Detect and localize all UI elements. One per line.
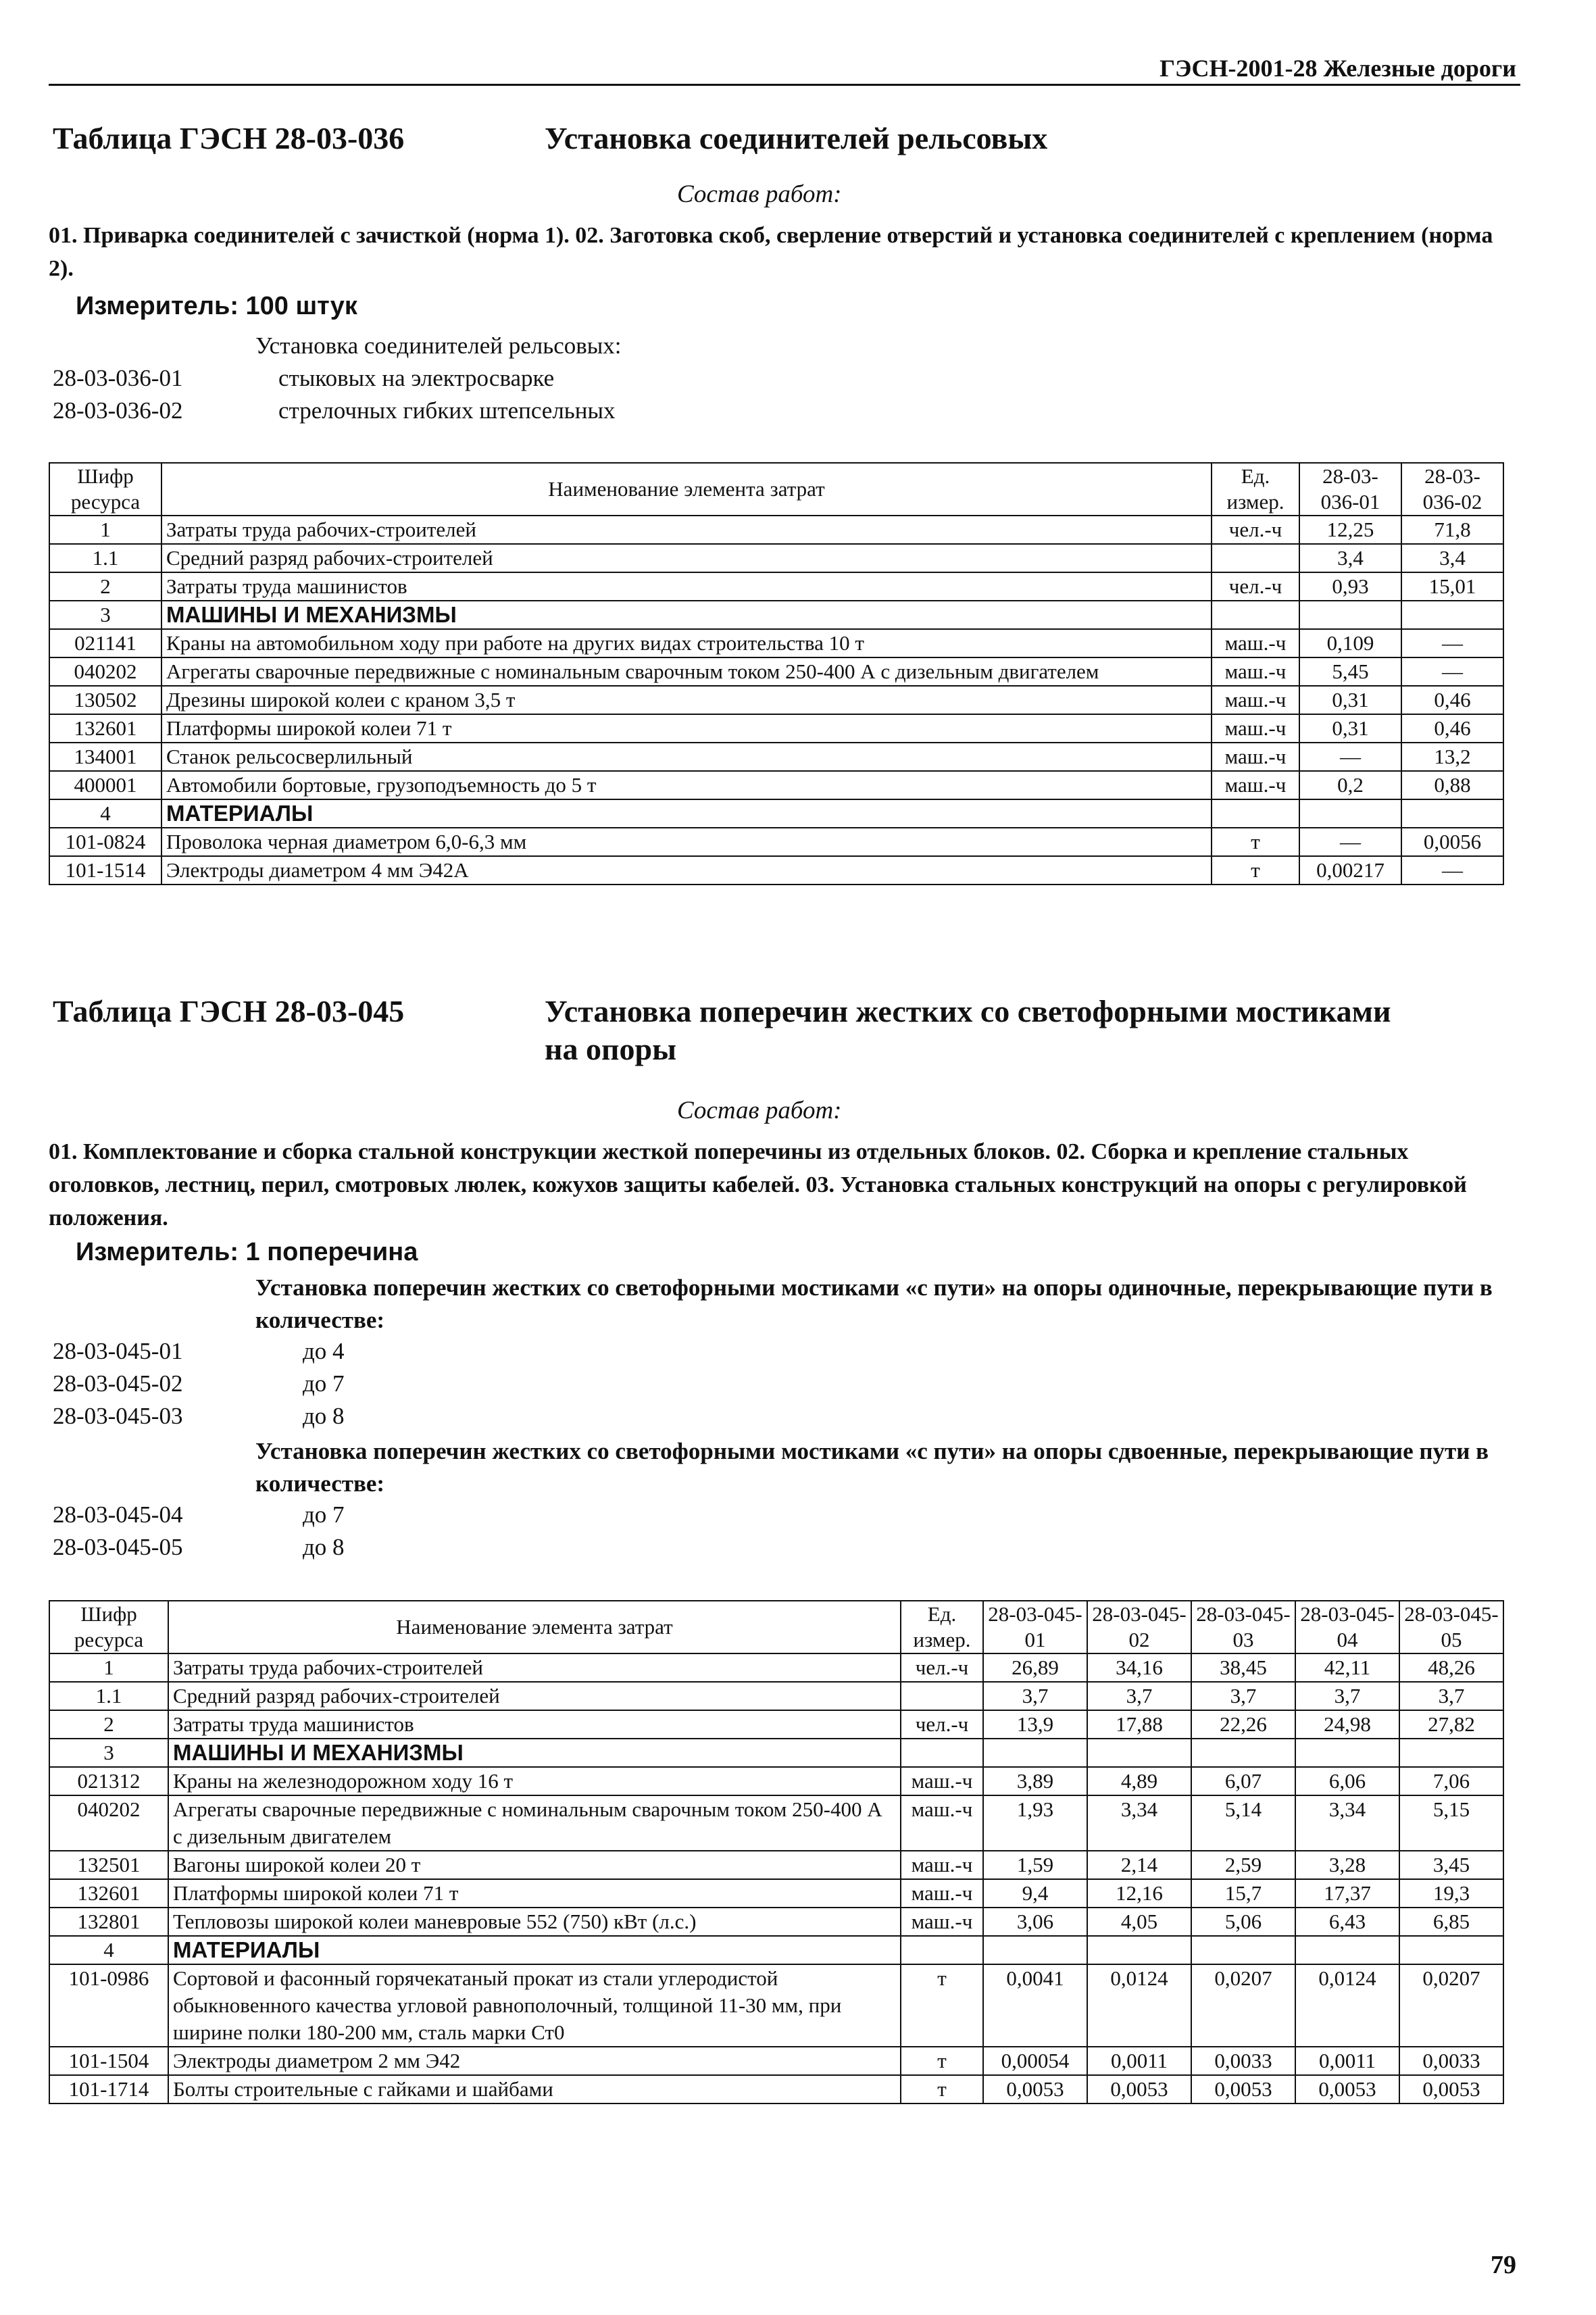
empty-cell bbox=[1399, 1936, 1503, 1964]
value-cell: 0,0124 bbox=[1087, 1964, 1191, 2047]
table2-header-name: Наименование элемента затрат bbox=[168, 1601, 901, 1653]
empty-cell bbox=[1295, 1739, 1399, 1767]
resource-name-cell: Средний разряд рабочих-строителей bbox=[161, 544, 1212, 572]
value-cell: 38,45 bbox=[1191, 1653, 1295, 1682]
empty-cell bbox=[1087, 1739, 1191, 1767]
unit-cell: т bbox=[1212, 828, 1299, 856]
value-cell: 0,0053 bbox=[1295, 2075, 1399, 2104]
resource-code-cell: 1.1 bbox=[49, 544, 161, 572]
unit-cell: чел.-ч bbox=[901, 1653, 983, 1682]
table1-intro: Установка соединителей рельсовых: bbox=[255, 332, 622, 359]
value-cell: 3,7 bbox=[1399, 1682, 1503, 1710]
table2-sostav-label: Состав работ: bbox=[677, 1097, 842, 1124]
table-row bbox=[49, 714, 1503, 743]
value-cell: 0,0207 bbox=[1191, 1964, 1295, 2047]
resource-code-cell: 132501 bbox=[49, 1851, 168, 1879]
value-cell: 26,89 bbox=[983, 1653, 1087, 1682]
value-cell: 0,93 bbox=[1299, 572, 1401, 601]
empty-cell bbox=[1299, 601, 1401, 629]
value-cell: 5,06 bbox=[1191, 1908, 1295, 1936]
section-row bbox=[49, 799, 1503, 828]
section-title-cell: МАШИНЫ И МЕХАНИЗМЫ bbox=[161, 601, 1212, 629]
resource-code-cell: 101-1714 bbox=[49, 2075, 168, 2104]
section-title-cell: МАШИНЫ И МЕХАНИЗМЫ bbox=[168, 1739, 901, 1767]
value-cell: 7,06 bbox=[1399, 1767, 1503, 1795]
section-row bbox=[49, 601, 1503, 629]
resource-name-cell: Агрегаты сварочные передвижные с номинальным сварочным током 250-400 А с дизельным двигателем bbox=[168, 1795, 901, 1851]
value-cell: 3,7 bbox=[1191, 1682, 1295, 1710]
resource-name-cell: Платформы широкой колеи 71 т bbox=[161, 714, 1212, 743]
table2-label: Таблица ГЭСН 28-03-045 bbox=[53, 994, 405, 1028]
value-cell: 71,8 bbox=[1401, 516, 1503, 544]
page-number: 79 bbox=[1491, 2251, 1516, 2279]
value-cell: 0,46 bbox=[1401, 686, 1503, 714]
resource-code-cell: 101-1514 bbox=[49, 856, 161, 885]
unit-cell: маш.-ч bbox=[901, 1879, 983, 1908]
section-title-cell: МАТЕРИАЛЫ bbox=[168, 1936, 901, 1964]
resource-name-cell: Вагоны широкой колеи 20 т bbox=[168, 1851, 901, 1879]
value-cell: — bbox=[1401, 856, 1503, 885]
value-cell: 2,14 bbox=[1087, 1851, 1191, 1879]
value-cell: 3,89 bbox=[983, 1767, 1087, 1795]
empty-cell bbox=[1401, 799, 1503, 828]
table-row bbox=[49, 1908, 1503, 1936]
table1-norm-name-2: стрелочных гибких штепсельных bbox=[278, 397, 616, 424]
table1-header-unit: Ед. измер. bbox=[1212, 463, 1299, 516]
resource-code-cell: 101-0824 bbox=[49, 828, 161, 856]
empty-cell bbox=[901, 1739, 983, 1767]
resource-code-cell: 021141 bbox=[49, 629, 161, 657]
resource-name-cell: Краны на автомобильном ходу при работе на других видах строительства 10 т bbox=[161, 629, 1212, 657]
table2-intro-1: Установка поперечин жестких со светофорными мостиками «с пути» на опоры одиночные, перекрывающие пути в количестве: bbox=[255, 1274, 1493, 1333]
unit-cell: маш.-ч bbox=[1212, 771, 1299, 799]
table2-resources bbox=[49, 1600, 1504, 2104]
value-cell: 17,88 bbox=[1087, 1710, 1191, 1739]
empty-cell bbox=[1295, 1936, 1399, 1964]
table2-header-col-5: 28-03-045-05 bbox=[1399, 1601, 1503, 1653]
resource-code-cell: 2 bbox=[49, 572, 161, 601]
table-row bbox=[49, 1879, 1503, 1908]
value-cell: 3,28 bbox=[1295, 1851, 1399, 1879]
empty-cell bbox=[983, 1739, 1087, 1767]
unit-cell: маш.-ч bbox=[901, 1851, 983, 1879]
section-row bbox=[49, 1936, 1503, 1964]
table-row bbox=[49, 1710, 1503, 1739]
table-row bbox=[49, 1851, 1503, 1879]
value-cell: — bbox=[1401, 629, 1503, 657]
value-cell: 0,2 bbox=[1299, 771, 1401, 799]
value-cell: 3,7 bbox=[1087, 1682, 1191, 1710]
value-cell: 1,59 bbox=[983, 1851, 1087, 1879]
resource-code-cell: 134001 bbox=[49, 743, 161, 771]
table-row bbox=[49, 1682, 1503, 1710]
table1-norm-code-2: 28-03-036-02 bbox=[53, 397, 183, 424]
section-row bbox=[49, 1739, 1503, 1767]
resource-code-cell: 132601 bbox=[49, 714, 161, 743]
unit-cell: чел.-ч bbox=[901, 1710, 983, 1739]
table-row bbox=[49, 1964, 1503, 2047]
table-row bbox=[49, 2075, 1503, 2104]
value-cell: 6,85 bbox=[1399, 1908, 1503, 1936]
table1-sostav-text: 01. Приварка соединителей с зачисткой (норма 1). 02. Заготовка скоб, сверление отверстий и установка соединителей с креплением (норма 2). bbox=[49, 223, 1493, 281]
unit-cell bbox=[901, 1682, 983, 1710]
value-cell: 0,0041 bbox=[983, 1964, 1087, 2047]
table2-norm-code-1: 28-03-045-01 bbox=[53, 1338, 183, 1364]
value-cell: 6,43 bbox=[1295, 1908, 1399, 1936]
value-cell: 0,0207 bbox=[1399, 1964, 1503, 2047]
value-cell: 0,0124 bbox=[1295, 1964, 1399, 2047]
resource-code-cell: 101-1504 bbox=[49, 2047, 168, 2075]
value-cell: 6,06 bbox=[1295, 1767, 1399, 1795]
resource-code-cell: 040202 bbox=[49, 657, 161, 686]
table2-norm-name-3: до 8 bbox=[303, 1403, 345, 1429]
unit-cell: маш.-ч bbox=[901, 1767, 983, 1795]
resource-name-cell: Электроды диаметром 2 мм Э42 bbox=[168, 2047, 901, 2075]
resource-name-cell: Затраты труда рабочих-строителей bbox=[161, 516, 1212, 544]
table-row bbox=[49, 657, 1503, 686]
value-cell: 0,109 bbox=[1299, 629, 1401, 657]
value-cell: 13,2 bbox=[1401, 743, 1503, 771]
value-cell: 3,4 bbox=[1401, 544, 1503, 572]
table2-norm-code-2: 28-03-045-02 bbox=[53, 1370, 183, 1397]
table-row bbox=[49, 771, 1503, 799]
empty-cell bbox=[1399, 1739, 1503, 1767]
table-row bbox=[49, 1767, 1503, 1795]
value-cell: 0,0053 bbox=[1087, 2075, 1191, 2104]
empty-cell bbox=[1191, 1936, 1295, 1964]
table-row bbox=[49, 686, 1503, 714]
value-cell: 27,82 bbox=[1399, 1710, 1503, 1739]
table2-title-line2: на опоры bbox=[545, 1032, 677, 1066]
value-cell: 3,34 bbox=[1295, 1795, 1399, 1851]
table2-norm-code-4: 28-03-045-04 bbox=[53, 1501, 183, 1528]
value-cell: 3,34 bbox=[1087, 1795, 1191, 1851]
table1-sostav-label: Состав работ: bbox=[677, 180, 842, 208]
table-row bbox=[49, 1653, 1503, 1682]
value-cell: 0,46 bbox=[1401, 714, 1503, 743]
resource-name-cell: Агрегаты сварочные передвижные с номинальным сварочным током 250-400 А с дизельным двигателем bbox=[161, 657, 1212, 686]
value-cell: — bbox=[1401, 657, 1503, 686]
resource-code-cell: 4 bbox=[49, 799, 161, 828]
value-cell: 0,0011 bbox=[1087, 2047, 1191, 2075]
value-cell: 12,25 bbox=[1299, 516, 1401, 544]
table1-header-name: Наименование элемента затрат bbox=[161, 463, 1212, 516]
table2-norm-name-1: до 4 bbox=[303, 1338, 345, 1364]
resource-name-cell: Средний разряд рабочих-строителей bbox=[168, 1682, 901, 1710]
table1-header-col-2: 28-03-036-02 bbox=[1401, 463, 1503, 516]
value-cell: 5,14 bbox=[1191, 1795, 1295, 1851]
value-cell: 15,7 bbox=[1191, 1879, 1295, 1908]
resource-code-cell: 130502 bbox=[49, 686, 161, 714]
value-cell: 2,59 bbox=[1191, 1851, 1295, 1879]
table2-norm-code-3: 28-03-045-03 bbox=[53, 1403, 183, 1429]
empty-cell bbox=[1212, 601, 1299, 629]
value-cell: 0,00217 bbox=[1299, 856, 1401, 885]
unit-cell: чел.-ч bbox=[1212, 516, 1299, 544]
resource-code-cell: 1 bbox=[49, 1653, 168, 1682]
table1-header-col-1: 28-03-036-01 bbox=[1299, 463, 1401, 516]
value-cell: 24,98 bbox=[1295, 1710, 1399, 1739]
resource-code-cell: 2 bbox=[49, 1710, 168, 1739]
resource-code-cell: 021312 bbox=[49, 1767, 168, 1795]
unit-cell: маш.-ч bbox=[901, 1795, 983, 1851]
value-cell: — bbox=[1299, 828, 1401, 856]
value-cell: 15,01 bbox=[1401, 572, 1503, 601]
value-cell: 0,0053 bbox=[1191, 2075, 1295, 2104]
resource-name-cell: Болты строительные с гайками и шайбами bbox=[168, 2075, 901, 2104]
resource-name-cell: Электроды диаметром 4 мм Э42А bbox=[161, 856, 1212, 885]
table2-header-col-3: 28-03-045-03 bbox=[1191, 1601, 1295, 1653]
resource-name-cell: Краны на железнодорожном ходу 16 т bbox=[168, 1767, 901, 1795]
resource-name-cell: Проволока черная диаметром 6,0-6,3 мм bbox=[161, 828, 1212, 856]
value-cell: 3,45 bbox=[1399, 1851, 1503, 1879]
value-cell: 17,37 bbox=[1295, 1879, 1399, 1908]
unit-cell: т bbox=[901, 1964, 983, 2047]
empty-cell bbox=[1191, 1739, 1295, 1767]
value-cell: 42,11 bbox=[1295, 1653, 1399, 1682]
resource-name-cell: Затраты труда машинистов bbox=[161, 572, 1212, 601]
resource-code-cell: 132801 bbox=[49, 1908, 168, 1936]
table2-norm-name-4: до 7 bbox=[303, 1501, 345, 1528]
value-cell: 48,26 bbox=[1399, 1653, 1503, 1682]
resource-name-cell: Платформы широкой колеи 71 т bbox=[168, 1879, 901, 1908]
empty-cell bbox=[1087, 1936, 1191, 1964]
resource-code-cell: 3 bbox=[49, 1739, 168, 1767]
value-cell: 5,45 bbox=[1299, 657, 1401, 686]
value-cell: 1,93 bbox=[983, 1795, 1087, 1851]
header-rule bbox=[49, 84, 1520, 86]
value-cell: 3,7 bbox=[983, 1682, 1087, 1710]
table2-header-col-4: 28-03-045-04 bbox=[1295, 1601, 1399, 1653]
table2-title-line1: Установка поперечин жестких со светофорными мостиками bbox=[545, 994, 1391, 1028]
value-cell: 13,9 bbox=[983, 1710, 1087, 1739]
resource-name-cell: Затраты труда машинистов bbox=[168, 1710, 901, 1739]
value-cell: 0,88 bbox=[1401, 771, 1503, 799]
table1-norm-name-1: стыковых на электросварке bbox=[278, 365, 555, 391]
empty-cell bbox=[901, 1936, 983, 1964]
resource-name-cell: Дрезины широкой колеи с краном 3,5 т bbox=[161, 686, 1212, 714]
unit-cell: т bbox=[1212, 856, 1299, 885]
value-cell: 3,4 bbox=[1299, 544, 1401, 572]
table2-intro-2: Установка поперечин жестких со светофорными мостиками «с пути» на опоры сдвоенные, перекрывающие пути в количестве: bbox=[255, 1438, 1489, 1497]
unit-cell: т bbox=[901, 2047, 983, 2075]
table1-title: Установка соединителей рельсовых bbox=[545, 121, 1048, 155]
table2-norm-name-2: до 7 bbox=[303, 1370, 345, 1397]
empty-cell bbox=[1299, 799, 1401, 828]
table-row bbox=[49, 828, 1503, 856]
table-row bbox=[49, 1795, 1503, 1851]
resource-name-cell: Сортовой и фасонный горячекатаный прокат из стали углеродистой обыкновенного качества угловой равнополочный, толщиной 11-30 мм, при ширине полки 180-200 мм, сталь марки Ст0 bbox=[168, 1964, 901, 2047]
value-cell: 0,0053 bbox=[1399, 2075, 1503, 2104]
resource-code-cell: 3 bbox=[49, 601, 161, 629]
table1-izmeritel: Измеритель: 100 штук bbox=[76, 292, 357, 320]
value-cell: 0,0011 bbox=[1295, 2047, 1399, 2075]
value-cell: 9,4 bbox=[983, 1879, 1087, 1908]
table1-resources bbox=[49, 462, 1504, 885]
table2-header-col-1: 28-03-045-01 bbox=[983, 1601, 1087, 1653]
table2-sostav-text: 01. Комплектование и сборка стальной конструкции жесткой поперечины из отдельных блоков. 02. Сборка и крепление стальных оголовков, лестниц, перил, смотровых люлек, кожухов защиты кабелей. 03. Установка стальных конструкций на опоры с регулировкой положения. bbox=[49, 1139, 1467, 1230]
value-cell: 4,05 bbox=[1087, 1908, 1191, 1936]
table2-izmeritel: Измеритель: 1 поперечина bbox=[76, 1238, 418, 1266]
value-cell: — bbox=[1299, 743, 1401, 771]
empty-cell bbox=[983, 1936, 1087, 1964]
empty-cell bbox=[1401, 601, 1503, 629]
value-cell: 4,89 bbox=[1087, 1767, 1191, 1795]
value-cell: 0,00054 bbox=[983, 2047, 1087, 2075]
value-cell: 5,15 bbox=[1399, 1795, 1503, 1851]
unit-cell: маш.-ч bbox=[1212, 629, 1299, 657]
table-row bbox=[49, 2047, 1503, 2075]
unit-cell bbox=[1212, 544, 1299, 572]
table2-header-unit: Ед. измер. bbox=[901, 1601, 983, 1653]
value-cell: 0,31 bbox=[1299, 714, 1401, 743]
resource-name-cell: Тепловозы широкой колеи маневровые 552 (750) кВт (л.с.) bbox=[168, 1908, 901, 1936]
unit-cell: маш.-ч bbox=[901, 1908, 983, 1936]
table1-norm-code-1: 28-03-036-01 bbox=[53, 365, 183, 391]
value-cell: 3,7 bbox=[1295, 1682, 1399, 1710]
table1-header-code: Шифр ресурса bbox=[49, 463, 161, 516]
value-cell: 22,26 bbox=[1191, 1710, 1295, 1739]
value-cell: 0,31 bbox=[1299, 686, 1401, 714]
table2-norm-name-5: до 8 bbox=[303, 1534, 345, 1560]
resource-code-cell: 132601 bbox=[49, 1879, 168, 1908]
value-cell: 12,16 bbox=[1087, 1879, 1191, 1908]
value-cell: 3,06 bbox=[983, 1908, 1087, 1936]
unit-cell: маш.-ч bbox=[1212, 686, 1299, 714]
resource-code-cell: 1 bbox=[49, 516, 161, 544]
table1-label: Таблица ГЭСН 28-03-036 bbox=[53, 121, 405, 155]
running-header: ГЭСН-2001-28 Железные дороги bbox=[1159, 55, 1516, 82]
resource-code-cell: 1.1 bbox=[49, 1682, 168, 1710]
unit-cell: маш.-ч bbox=[1212, 743, 1299, 771]
table-row bbox=[49, 856, 1503, 885]
unit-cell: т bbox=[901, 2075, 983, 2104]
resource-code-cell: 4 bbox=[49, 1936, 168, 1964]
table-row bbox=[49, 572, 1503, 601]
empty-cell bbox=[1212, 799, 1299, 828]
table-row bbox=[49, 743, 1503, 771]
table-row bbox=[49, 516, 1503, 544]
resource-name-cell: Станок рельсосверлильный bbox=[161, 743, 1212, 771]
value-cell: 0,0033 bbox=[1191, 2047, 1295, 2075]
value-cell: 6,07 bbox=[1191, 1767, 1295, 1795]
value-cell: 0,0033 bbox=[1399, 2047, 1503, 2075]
table-row bbox=[49, 544, 1503, 572]
resource-code-cell: 400001 bbox=[49, 771, 161, 799]
unit-cell: маш.-ч bbox=[1212, 714, 1299, 743]
resource-name-cell: Автомобили бортовые, грузоподъемность до 5 т bbox=[161, 771, 1212, 799]
value-cell: 34,16 bbox=[1087, 1653, 1191, 1682]
table-row bbox=[49, 629, 1503, 657]
section-title-cell: МАТЕРИАЛЫ bbox=[161, 799, 1212, 828]
table2-norm-code-5: 28-03-045-05 bbox=[53, 1534, 183, 1560]
table2-header-col-2: 28-03-045-02 bbox=[1087, 1601, 1191, 1653]
value-cell: 19,3 bbox=[1399, 1879, 1503, 1908]
resource-code-cell: 101-0986 bbox=[49, 1964, 168, 2047]
unit-cell: маш.-ч bbox=[1212, 657, 1299, 686]
unit-cell: чел.-ч bbox=[1212, 572, 1299, 601]
value-cell: 0,0053 bbox=[983, 2075, 1087, 2104]
resource-name-cell: Затраты труда рабочих-строителей bbox=[168, 1653, 901, 1682]
table2-header-code: Шифр ресурса bbox=[49, 1601, 168, 1653]
value-cell: 0,0056 bbox=[1401, 828, 1503, 856]
resource-code-cell: 040202 bbox=[49, 1795, 168, 1851]
